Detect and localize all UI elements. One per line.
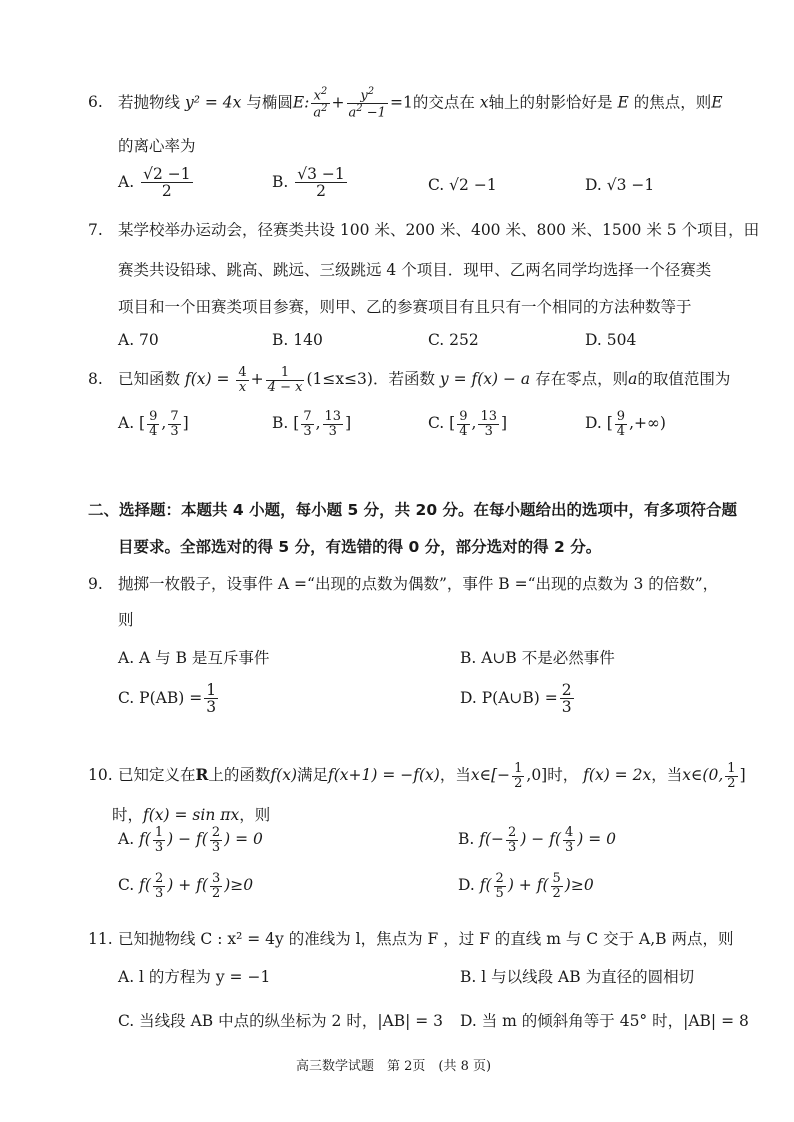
- opt-text: C. P(AB) =: [118, 688, 203, 707]
- q8-number: 8.: [88, 370, 103, 389]
- q10-eq1: f(x) = 2x: [583, 766, 652, 785]
- q10-l2post: ，则: [239, 806, 271, 824]
- opt-label: D.: [458, 876, 475, 895]
- q6-frac2: $\frac{y^2}{a^2 -1}$: [348, 86, 386, 121]
- section2-line1: 二、选择题：本题共 4 小题，每小题 5 分，共 20 分。在每小题给出的选项中，有多项符合题: [88, 501, 738, 519]
- opt-label: B.: [272, 172, 289, 191]
- opt-label: B.: [272, 414, 289, 433]
- q6-text2: 与椭圆: [246, 93, 293, 112]
- q10-t2: 上的函数: [208, 766, 271, 785]
- q11-option-b: B. l 与以线段 AB 为直径的圆相切: [460, 968, 695, 986]
- q6-parabola: y² = 4x: [184, 93, 242, 112]
- q6-e: E: [617, 93, 629, 112]
- opt-label: A.: [118, 830, 135, 849]
- q11-number: 11.: [88, 930, 113, 948]
- q10-number: 10.: [88, 766, 113, 785]
- q11-line1: [88, 927, 733, 949]
- q7-line2: 赛类共设铅球、跳高、跳远、三级跳远 4 个项目．现甲、乙两名同学均选择一个径赛类: [118, 261, 712, 279]
- q9-option-d: D. P(A∪B) = $\frac{2}{3}$: [460, 681, 572, 717]
- q10-option-d: D. f( $\frac{2}{5}$ ) + f( $\frac{5}{2}$ )≥0: [458, 871, 594, 901]
- q8-text2: 存在零点，则: [535, 370, 629, 389]
- q6-option-d: [585, 176, 654, 194]
- q7-option-b: B. 140: [272, 331, 323, 349]
- q10-x1b: ,0]时，: [526, 766, 579, 785]
- q8-line1: 8. 已知函数 f(x) = $\frac{4}{x}$ + $\frac{1}{4 - x}$ (1≤x≤3)．若函数 y = f(x) − a 存在零点，则a的取值范围为: [88, 365, 731, 395]
- q10-line2: [112, 803, 270, 825]
- q10-eq2: f(x) = sin πx: [143, 806, 240, 824]
- opt-text: D. P(A∪B) =: [460, 688, 558, 707]
- q8-func: f(x) =: [184, 370, 230, 389]
- q8-a: a: [628, 370, 638, 389]
- q6-x: x: [479, 93, 489, 112]
- q10-t5: ，当: [651, 766, 683, 785]
- q8-text3: 的取值范围为: [637, 370, 731, 389]
- opt-label: D.: [585, 414, 602, 433]
- q7-line3: 项目和一个田赛类项目参赛，则甲、乙的参赛项目有且只有一个相同的方法种数等于: [118, 298, 692, 316]
- q11-option-d: D. 当 m 的倾斜角等于 45° 时，|AB| = 8: [460, 1012, 749, 1030]
- q6-text3: 的交点在: [412, 93, 475, 112]
- q6-option-a: [118, 166, 195, 200]
- q6-a-frac: $\frac{√2 -1}{2}$: [143, 165, 191, 201]
- q10-R: R: [195, 765, 209, 785]
- opt-label: C.: [118, 876, 135, 895]
- q8-option-c: C. [ $\frac{9}{4}$ , $\frac{13}{3}$ ]: [428, 409, 508, 439]
- q10-f: f(x): [270, 766, 297, 785]
- q10-t4: ，当: [439, 766, 471, 785]
- opt-label: D.: [585, 176, 602, 194]
- q7-line1: [88, 218, 759, 240]
- q9-option-b: B. A∪B 不是必然事件: [460, 649, 615, 667]
- opt-label: C.: [428, 414, 445, 433]
- q8-option-a: A. [ $\frac{9}{4}$ , $\frac{7}{3}$ ]: [118, 409, 189, 439]
- q10-l2pre: 时，: [112, 806, 144, 824]
- page-footer: 高三数学试题 第 2页 (共 8 页): [296, 1059, 492, 1074]
- q7-option-c: C. 252: [428, 331, 479, 349]
- section2-line2: 目要求。全部选对的得 5 分，有选错的得 0 分，部分选对的得 2 分。: [118, 538, 602, 556]
- q11-option-c: C. 当线段 AB 中点的纵坐标为 2 时，|AB| = 3: [118, 1012, 444, 1030]
- q9-text1: 抛掷一枚骰子，设事件 A =“出现的点数为偶数”，事件 B =“出现的点数为 3 的倍数”，: [118, 575, 719, 593]
- q7-option-a: A. 70: [118, 331, 159, 349]
- q10-t3: 满足: [297, 766, 329, 785]
- q10-cond: f(x+1) = −f(x): [328, 766, 440, 785]
- q6-b-frac: $\frac{√3 -1}{2}$: [297, 165, 345, 201]
- q6-frac1: $\frac{x^2}{a^2}$: [313, 86, 328, 121]
- q6-e2: E: [711, 93, 723, 112]
- q7-number: 7.: [88, 221, 103, 239]
- q8-inf: ,+∞): [629, 414, 666, 433]
- q8-text1: 已知函数: [118, 370, 181, 389]
- q10-x1: x∈[−: [470, 766, 511, 785]
- q10-t1: 已知定义在: [118, 766, 196, 785]
- q10-option-b: B. f(− $\frac{2}{3}$ ) − f( $\frac{4}{3}$ ) = 0: [458, 825, 617, 855]
- q6-ellipse-label: E:: [292, 93, 310, 112]
- q8-option-b: B. [ $\frac{7}{3}$ , $\frac{13}{3}$ ]: [272, 409, 352, 439]
- opt-label: B.: [458, 830, 475, 849]
- q6-line1: 6. 若抛物线 y² = 4x 与椭圆E: $\frac{x^2}{a^2}$ + $\frac{y^2}{a^2 -1}$ =1的交点在 x轴上的射影恰好是 E 的焦点，则E: [88, 86, 723, 121]
- q9-line2: 则: [118, 611, 134, 629]
- q11-text1: 已知抛物线 C : x² = 4y 的准线为 l，焦点为 F ，过 F 的直线 m 与 C 交于 A,B 两点，则: [118, 930, 734, 948]
- q9-option-a: A. A 与 B 是互斥事件: [118, 649, 270, 667]
- q6-option-c: [428, 176, 497, 194]
- q6-text4: 轴上的射影恰好是: [488, 93, 613, 112]
- q10-line1: 10. 已知定义在R上的函数f(x)满足f(x+1) = −f(x)，当x∈[− $\frac{1}{2}$ ,0]时， f(x) = 2x，当x∈(0, $\frac{1}{2}$ ]: [88, 761, 746, 791]
- q10-x2b: ]: [739, 766, 746, 785]
- q9-option-c: C. P(AB) = $\frac{1}{3}$: [118, 681, 217, 717]
- q7-text1: 某学校举办运动会，径赛类共设 100 米、200 米、400 米、800 米、1500 米 5 个项目，田: [118, 221, 760, 239]
- opt-label: A.: [118, 414, 135, 433]
- q6-option-b: [272, 166, 349, 200]
- q9-line1: [88, 572, 718, 594]
- q7-option-d: D. 504: [585, 331, 637, 349]
- opt-text: √3 −1: [606, 176, 655, 194]
- q8-range: (1≤x≤3)．若函数: [306, 370, 435, 389]
- opt-label: C.: [428, 176, 445, 194]
- q10-option-a: A. f( $\frac{1}{3}$ ) − f( $\frac{2}{3}$ ) = 0: [118, 825, 263, 855]
- opt-text: √2 −1: [449, 176, 497, 194]
- q9-number: 9.: [88, 575, 103, 593]
- q8-g: y = f(x) − a: [439, 370, 531, 389]
- q11-option-a: A. l 的方程为 y = −1: [118, 968, 271, 986]
- q10-x2: x∈(0,: [682, 766, 724, 785]
- opt-label: A.: [118, 172, 135, 191]
- q8-frac2: $\frac{1}{4 - x}$: [267, 365, 303, 395]
- q6-number: 6.: [88, 93, 103, 112]
- q6-line2: 的离心率为: [118, 137, 196, 155]
- q8-option-d: D. [ $\frac{9}{4}$ ,+∞): [585, 409, 666, 439]
- q8-frac1: $\frac{4}{x}$: [238, 365, 247, 395]
- q6-text: 若抛物线: [118, 93, 181, 112]
- q6-text5: 的焦点，则: [633, 93, 712, 112]
- q10-option-c: C. f( $\frac{2}{3}$ ) + f( $\frac{3}{2}$ )≥0: [118, 871, 254, 901]
